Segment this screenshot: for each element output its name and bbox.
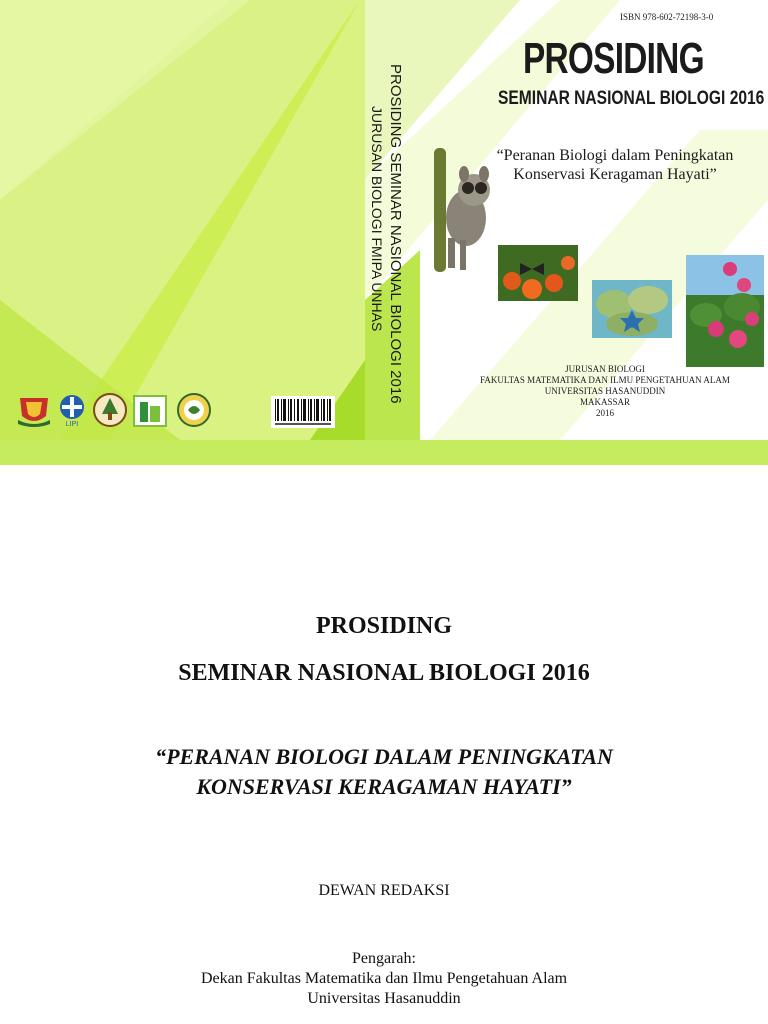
ministry-logo-icon — [92, 392, 128, 428]
cover-theme-line-1: “Peranan Biologi dalam Peningkatan — [496, 147, 734, 164]
cover-bottom-band — [0, 440, 768, 465]
institution-line-2: FAKULTAS MATEMATIKA DAN ILMU PENGETAHUAN ALAM — [480, 375, 730, 385]
cover-subtitle: SEMINAR NASIONAL BIOLOGI 2016 — [498, 88, 765, 109]
document-subtitle: SEMINAR NASIONAL BIOLOGI 2016 — [178, 660, 590, 686]
cover-theme-line-2: Konservasi Keragaman Hayati” — [513, 166, 717, 183]
institution-line-3: UNIVERSITAS HASANUDDIN — [544, 386, 666, 396]
institution-line-1: JURUSAN BIOLOGI — [565, 364, 645, 374]
advisor-name-line-1: Dekan Fakultas Matematika dan Ilmu Pengetahuan Alam — [200, 970, 568, 987]
tarsier-photo — [430, 148, 498, 272]
document-theme-line-2: KONSERVASI KERAGAMAN HAYATI” — [196, 774, 572, 799]
advisor-label: Pengarah: — [352, 950, 416, 967]
cover-title: PROSIDING — [523, 34, 704, 83]
butterfly-flower-photo — [498, 245, 578, 301]
lipi-logo-icon — [54, 392, 90, 428]
cover-institution — [455, 364, 755, 419]
publisher-logo-icon — [132, 392, 168, 428]
logo-caption: LIPI — [65, 421, 79, 428]
spine-department: JURUSAN BIOLOGI FMIPA UNHAS — [369, 106, 385, 332]
cover-theme — [470, 146, 760, 184]
coral-starfish-photo — [592, 280, 672, 338]
unhas-logo-icon — [16, 392, 52, 428]
flower-photo — [686, 255, 764, 367]
isbn-label: ISBN 978-602-72198-3-0 — [620, 12, 714, 22]
document-title: PROSIDING — [315, 613, 453, 639]
institution-line-4: MAKASSAR — [579, 397, 630, 407]
institution-line-5: 2016 — [596, 408, 614, 418]
advisor-name-line-2: Universitas Hasanuddin — [307, 990, 461, 1007]
editorial-board-heading: DEWAN REDAKSI — [318, 882, 450, 899]
spine-title: PROSIDING SEMINAR NASIONAL BIOLOGI 2016 — [387, 64, 404, 404]
association-logo-icon — [176, 392, 212, 428]
book-cover — [0, 0, 768, 465]
document-theme-line-1: “PERANAN BIOLOGI DALAM PENINGKATAN — [155, 744, 613, 769]
barcode-icon — [271, 396, 335, 428]
document-theme — [0, 742, 768, 802]
